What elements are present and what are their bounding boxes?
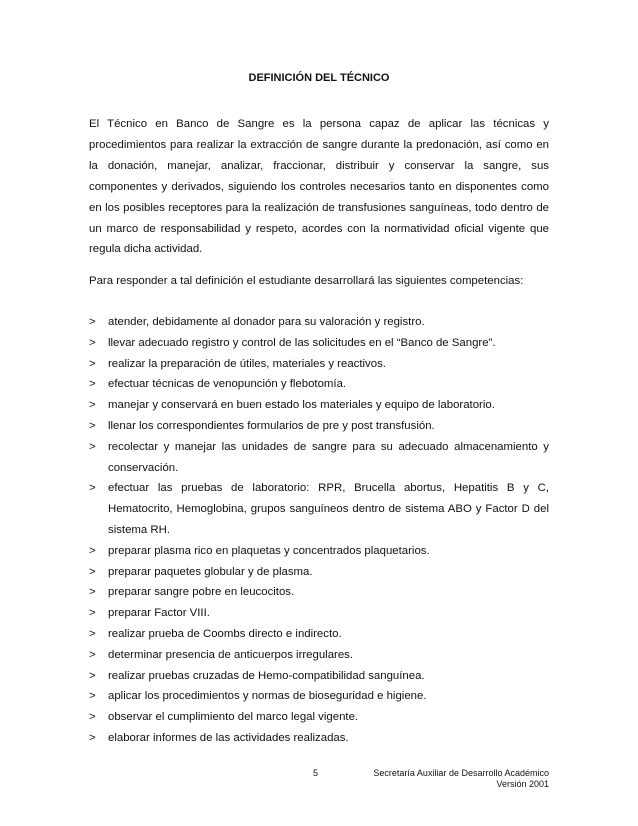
list-item xyxy=(89,707,549,728)
list-item xyxy=(89,624,549,645)
competencies-list xyxy=(89,312,549,749)
bullet-icon: > xyxy=(89,648,96,661)
list-item xyxy=(89,541,549,562)
list-item xyxy=(89,437,549,479)
list-item xyxy=(89,416,549,437)
list-item xyxy=(89,395,549,416)
list-item xyxy=(89,333,549,354)
footer-version: Versión 2001 xyxy=(496,779,549,789)
bullet-icon: > xyxy=(89,357,96,370)
bullet-icon: > xyxy=(89,440,96,453)
bullet-icon: > xyxy=(89,419,96,432)
list-item-text: realizar la preparación de útiles, materiales y reactivos. xyxy=(108,357,386,370)
bullet-icon: > xyxy=(89,336,96,349)
list-item-text: efectuar técnicas de venopunción y flebotomía. xyxy=(108,378,347,391)
bullet-icon: > xyxy=(89,690,96,703)
bullet-icon: > xyxy=(89,378,96,391)
list-item-text: realizar pruebas cruzadas de Hemo-compatibilidad sanguínea. xyxy=(108,669,425,682)
list-item xyxy=(89,728,549,749)
bullet-icon: > xyxy=(89,586,96,599)
bullet-icon: > xyxy=(89,565,96,578)
list-item xyxy=(89,603,549,624)
bullet-icon: > xyxy=(89,711,96,724)
bullet-icon: > xyxy=(89,399,96,412)
list-item xyxy=(89,645,549,666)
list-item-text: llevar adecuado registro y control de las solicitudes en el “Banco de Sangre”. xyxy=(108,336,496,349)
list-item xyxy=(89,666,549,687)
footer-org: Secretaría Auxiliar de Desarrollo Académico xyxy=(373,768,549,778)
list-item-text: manejar y conservará en buen estado los materiales y equipo de laboratorio. xyxy=(108,399,495,412)
bullet-icon: > xyxy=(89,731,96,744)
list-item-text: observar el cumplimiento del marco legal vigente. xyxy=(108,711,359,724)
list-item xyxy=(89,312,549,333)
list-item-text: determinar presencia de anticuerpos irregulares. xyxy=(108,648,354,661)
list-item-text: realizar prueba de Coombs directo e indirecto. xyxy=(108,627,342,640)
bullet-icon: > xyxy=(89,607,96,620)
list-item-text: preparar sangre pobre en leucocitos. xyxy=(108,586,295,599)
bullet-icon: > xyxy=(89,627,96,640)
list-item xyxy=(89,686,549,707)
list-item xyxy=(89,582,549,603)
list-item-text: recolectar y manejar las unidades de sangre para su adecuado almacenamiento y conservación. xyxy=(108,440,549,474)
list-item-text: elaborar informes de las actividades realizadas. xyxy=(108,731,349,744)
bullet-icon: > xyxy=(89,669,96,682)
list-item-text: llenar los correspondientes formularios de pre y post transfusión. xyxy=(108,419,435,432)
list-item-text: preparar plasma rico en plaquetas y concentrados plaquetarios. xyxy=(108,544,430,557)
bullet-icon: > xyxy=(89,544,96,557)
bullet-icon: > xyxy=(89,482,96,495)
list-item-text: preparar Factor VIII. xyxy=(108,607,210,620)
list-item xyxy=(89,478,549,540)
list-item-text: atender, debidamente al donador para su valoración y registro. xyxy=(108,316,425,328)
list-item-text: preparar paquetes globular y de plasma. xyxy=(108,565,313,578)
page-number: 5 xyxy=(313,768,319,778)
footer-info xyxy=(373,768,549,790)
list-item-text: aplicar los procedimientos y normas de bioseguridad e higiene. xyxy=(108,690,427,703)
page-title: DEFINICIÓN DEL TÉCNICO xyxy=(248,72,390,84)
bullet-icon: > xyxy=(89,316,96,328)
list-item xyxy=(89,374,549,395)
intro-paragraph: El Técnico en Banco de Sangre es la persona capaz de aplicar las técnicas y procedimientos para realizar la extracción de sangre durante la predonación, así como en la donación, manejar, analizar, fraccionar, distribuir y conservar la sangre, sus componentes y derivados, siguiendo los controles necesarios tanto en disponentes como en los posibles receptores para la realización de transfusiones sanguíneas, todo dentro de un marco de responsabilidad y respeto, acordes con la normatividad oficial vigente que regula dicha actividad. xyxy=(89,118,549,256)
list-item xyxy=(89,354,549,375)
list-item xyxy=(89,562,549,583)
list-item-text: efectuar las pruebas de laboratorio: RPR, Brucella abortus, Hepatitis B y C, Hematocrito, Hemoglobina, grupos sanguíneos dentro de sistema ABO y Factor D del sistema RH. xyxy=(108,482,549,536)
competencies-lead: Para responder a tal definición el estudiante desarrollará las siguientes competencias: xyxy=(89,275,524,287)
